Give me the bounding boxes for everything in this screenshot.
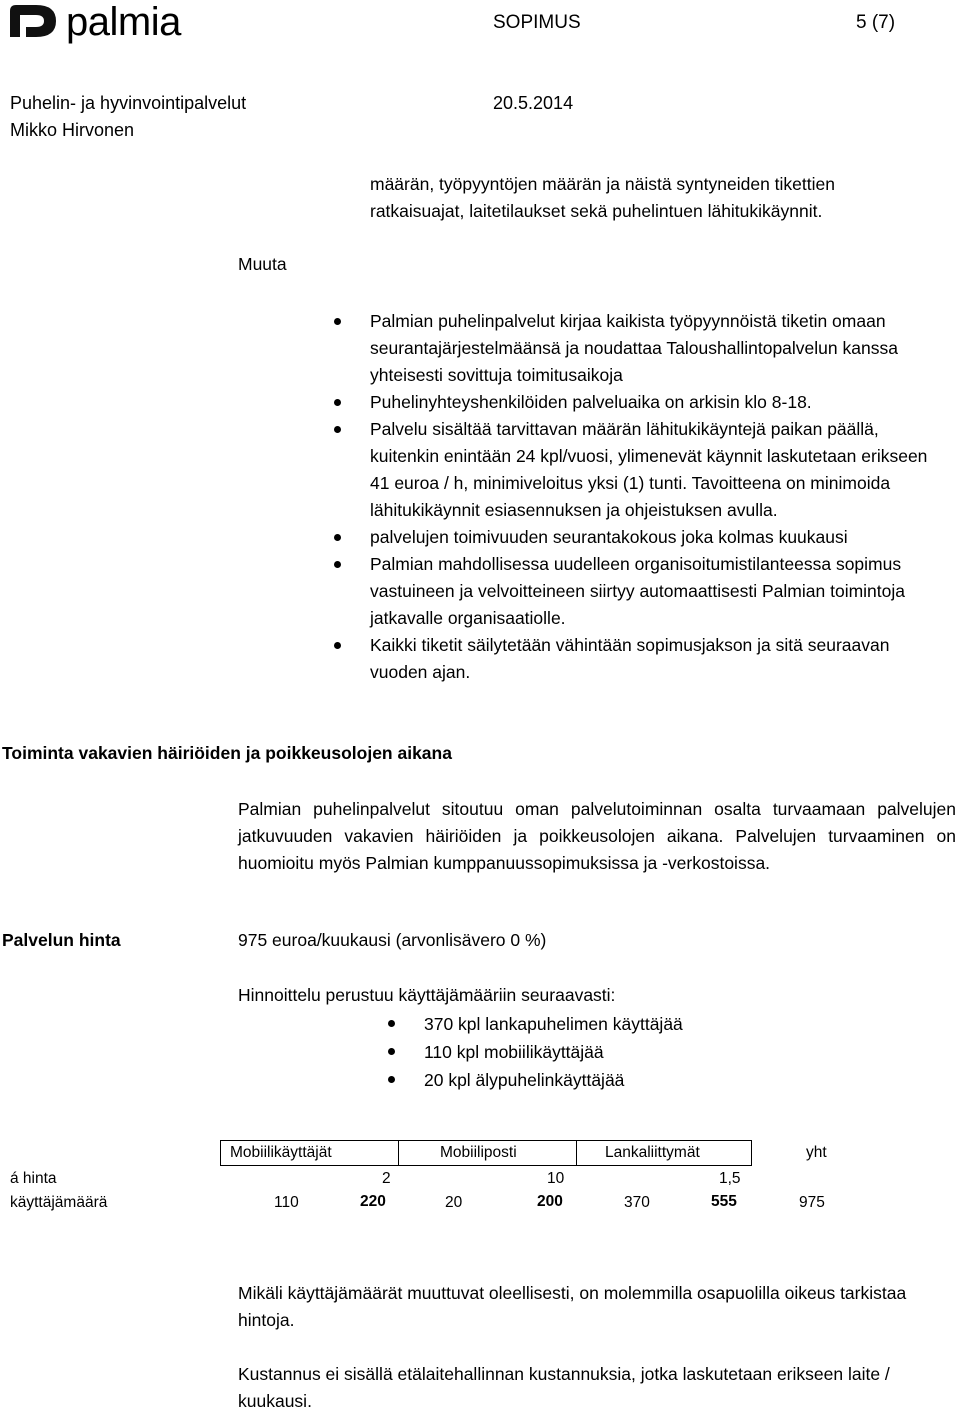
table-header-mobile-mail: Mobiiliposti: [440, 1144, 517, 1161]
list-item: Palmian puhelinpalvelut kirjaa kaikista työpyynnöistä tiketin omaan seurantajärjestelmäänsä ja noudattaa Taloushallintopalvelun kanssa yhteisesti sovittuja toimitusaikoja: [370, 308, 950, 389]
table-header-total: yht: [806, 1144, 827, 1161]
muuta-list: [370, 308, 950, 686]
pricing-basis: Hinnoittelu perustuu käyttäjämääriin seuraavasti:: [238, 985, 616, 1005]
intro-line-1: määrän, työpyyntöjen määrän ja näistä syntyneiden tikettien: [370, 174, 835, 194]
table-header-landlines: Lankaliittymät: [605, 1144, 700, 1161]
palmia-logo-icon: [6, 3, 60, 41]
table-header-mobile-users: Mobiilikäyttäjät: [230, 1144, 332, 1161]
list-item: 370 kpl lankapuhelimen käyttäjää: [424, 1010, 924, 1038]
list-item: Palvelu sisältää tarvittavan määrän lähitukikäyntejä paikan päällä, kuitenkin enintään 24 kpl/vuosi, ylimenevät käynnit laskutetaan erikseen 41 euroa / h, minimiveloitus yksi (1) tunti. Tavoitteena on minimoida lähitukikäynnit esiasennuksen ja ohjeistuksen avulla.: [370, 416, 950, 524]
logo-wordmark: palmia: [66, 0, 181, 44]
unit-price-mobile: 2: [382, 1170, 391, 1187]
table-divider: [398, 1140, 399, 1166]
document-date: 20.5.2014: [493, 93, 574, 113]
disruption-text: Palmian puhelinpalvelut sitoutuu oman palvelutoiminnan osalta turvaamaan palvelujen jatkuvuuden vakavien häiriöiden ja poikkeusolojen aikana. Palvelujen turvaaminen on huomioitu myös Palmian kumppanuussopimuksissa ja -verkostoissa.: [238, 799, 956, 873]
list-item: 20 kpl älypuhelinkäyttäjää: [424, 1066, 924, 1094]
note-price-review: Mikäli käyttäjämäärät muuttuvat oleellisesti, on molemmilla osapuolilla oikeus tarkistaa hintoja.: [238, 1283, 907, 1330]
list-item: 110 kpl mobiilikäyttäjää: [424, 1038, 924, 1066]
list-item: Kaikki tiketit säilytetään vähintään sopimusjakson ja sitä seuraavan vuoden ajan.: [370, 632, 950, 686]
sum-mobile: 220: [360, 1193, 386, 1210]
sum-mail: 200: [537, 1193, 563, 1210]
list-item: palvelujen toimivuuden seurantakokous joka kolmas kuukausi: [370, 524, 950, 551]
count-landline: 370: [624, 1194, 650, 1211]
unit-price-landline: 1,5: [719, 1170, 741, 1187]
count-mobile: 110: [274, 1194, 299, 1211]
sum-landline: 555: [711, 1193, 737, 1210]
table-divider: [576, 1140, 577, 1166]
note-excluded-costs: Kustannus ei sisällä etälaitehallinnan kustannuksia, jotka laskutetaan erikseen laite / kuukausi.: [238, 1364, 890, 1411]
author: Mikko Hirvonen: [10, 120, 135, 140]
row-label-unit-price: á hinta: [10, 1170, 57, 1187]
count-mail: 20: [445, 1194, 463, 1211]
palmia-logo: [6, 2, 181, 42]
unit-price-mail: 10: [547, 1170, 565, 1187]
department: Puhelin- ja hyvinvointipalvelut: [10, 93, 247, 113]
row-label-user-count: käyttäjämäärä: [10, 1194, 108, 1211]
intro-line-2: ratkaisuajat, laitetilaukset sekä puhelintuen lähitukikäynnit.: [370, 201, 823, 221]
total-sum: 975: [799, 1194, 825, 1211]
price-text: 975 euroa/kuukausi (arvonlisävero 0 %): [238, 930, 547, 950]
section-heading-disruption: Toiminta vakavien häiriöiden ja poikkeusolojen aikana: [2, 743, 452, 763]
document-type: SOPIMUS: [493, 12, 581, 33]
list-item: Puhelinyhteyshenkilöiden palveluaika on arkisin klo 8-18.: [370, 389, 950, 416]
list-item: Palmian mahdollisessa uudelleen organisoitumistilanteessa sopimus vastuineen ja velvoitteineen siirtyy automaattisesti Palmian toimintoja jatkavalle organisaatiolle.: [370, 551, 950, 632]
section-heading-muuta: Muuta: [238, 254, 287, 274]
section-heading-price: Palvelun hinta: [2, 930, 121, 950]
page-number: 5 (7): [856, 12, 896, 33]
pricing-list: [424, 1010, 924, 1094]
